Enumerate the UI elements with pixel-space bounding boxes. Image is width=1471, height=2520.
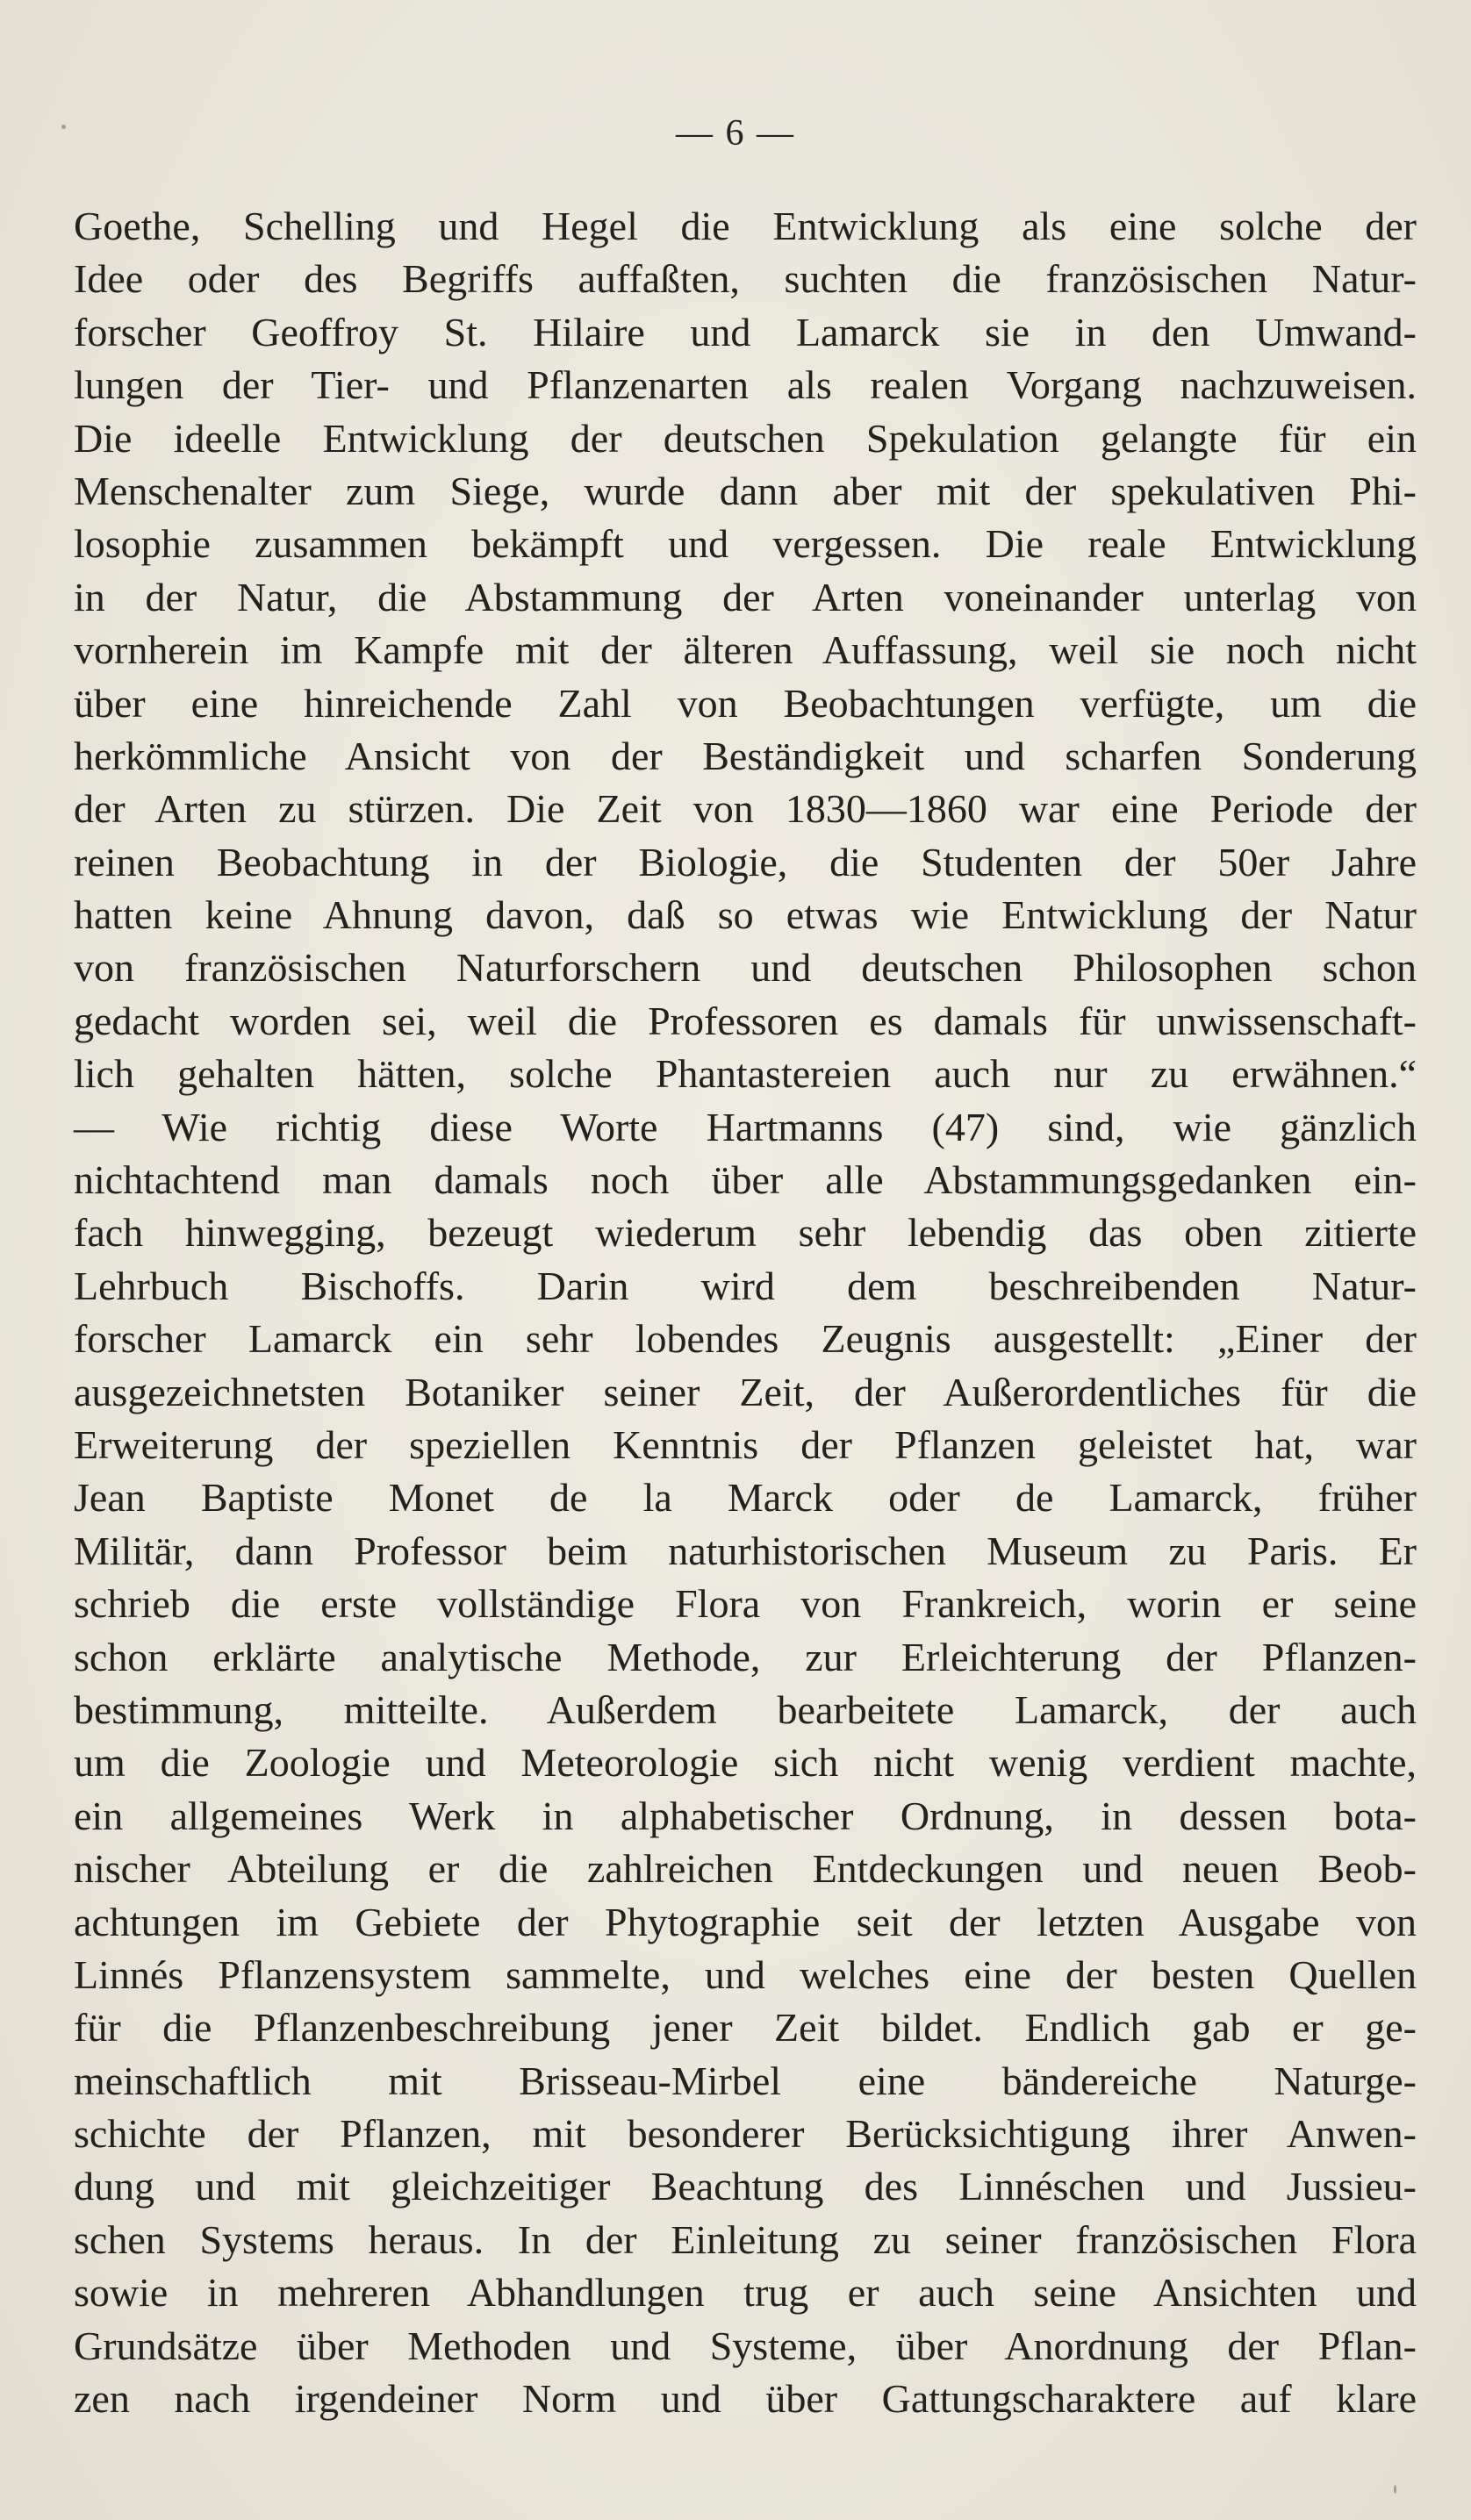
text-line: forscher Geoffroy St. Hilaire und Lamarck sie in den Umwand-: [74, 309, 1417, 354]
text-line: achtungen im Gebiete der Phytographie seit der letzten Ausgabe von: [74, 1899, 1417, 1944]
text-line: von französischen Naturforschern und deutschen Philosophen schon: [74, 945, 1417, 991]
text-line: über eine hinreichende Zahl von Beobachtungen verfügte, um die: [74, 680, 1417, 726]
text-line: ausgezeichnetsten Botaniker seiner Zeit, der Außerordentliches für die: [74, 1369, 1417, 1414]
text-line: um die Zoologie und Meteorologie sich nicht wenig verdient machte,: [74, 1740, 1417, 1786]
text-line: dung und mit gleichzeitiger Beachtung des Linnéschen und Jussieu-: [74, 2164, 1417, 2209]
text-line: fach hinwegging, bezeugt wiederum sehr lebendig das oben zitierte: [74, 1210, 1417, 1256]
text-line: Goethe, Schelling und Hegel die Entwicklung als eine solche der: [74, 204, 1417, 248]
body-text: [74, 200, 1417, 2425]
text-line: forscher Lamarck ein sehr lobendes Zeugnis ausgestellt: „Einer der: [74, 1316, 1417, 1362]
text-line: reinen Beobachtung in der Biologie, die Studenten der 50er Jahre: [74, 839, 1417, 884]
text-line: schrieb die erste vollständige Flora von Frankreich, worin er seine: [74, 1581, 1417, 1627]
text-line: herkömmliche Ansicht von der Beständigkeit und scharfen Sonderung: [74, 733, 1417, 778]
text-line: nichtachtend man damals noch über alle Abstammungsgedanken ein-: [74, 1157, 1417, 1203]
text-line: Idee oder des Begriffs auffaßten, suchten die französischen Natur-: [74, 256, 1417, 302]
text-line: Jean Baptiste Monet de la Marck oder de Lamarck, früher: [74, 1475, 1417, 1521]
text-line: Die ideelle Entwicklung der deutschen Spekulation gelangte für ein: [74, 415, 1417, 461]
text-line: Militär, dann Professor beim naturhistorischen Museum zu Paris. Er: [74, 1528, 1417, 1573]
text-line: Grundsätze über Methoden und Systeme, über Anordnung der Pflan-: [74, 2323, 1417, 2368]
text-line: gedacht worden sei, weil die Professoren es damals für unwissenschaft-: [74, 998, 1417, 1043]
text-line: Lehrbuch Bischoffs. Darin wird dem beschreibenden Natur-: [74, 1263, 1417, 1308]
text-line: zen nach irgendeiner Norm und über Gattungscharaktere auf klare: [74, 2376, 1417, 2422]
text-line: schichte der Pflanzen, mit besonderer Berücksichtigung ihrer Anwen-: [74, 2111, 1417, 2157]
text-line: für die Pflanzenbeschreibung jener Zeit bildet. Endlich gab er ge-: [74, 2005, 1417, 2051]
text-line: losophie zusammen bekämpft und vergessen. Die reale Entwicklung: [74, 521, 1417, 567]
scan-speck: [1394, 2485, 1396, 2494]
text-line: Menschenalter zum Siege, wurde dann aber mit der spekulativen Phi-: [74, 468, 1417, 513]
text-line: Linnés Pflanzensystem sammelte, und welches eine der besten Quellen: [74, 1951, 1417, 1997]
text-line: nischer Abteilung er die zahlreichen Entdeckungen und neuen Beob-: [74, 1846, 1417, 1892]
text-line: Erweiterung der speziellen Kenntnis der Pflanzen geleistet hat, war: [74, 1421, 1417, 1467]
text-line: schon erklärte analytische Methode, zur Erleichterung der Pflanzen-: [74, 1634, 1417, 1679]
text-line: schen Systems heraus. In der Einleitung zu seiner französischen Flora: [74, 2216, 1417, 2262]
text-line: der Arten zu stürzen. Die Zeit von 1830—1860 war eine Periode der: [74, 786, 1417, 832]
text-line: sowie in mehreren Abhandlungen trug er auch seine Ansichten und: [74, 2270, 1417, 2316]
text-line: lungen der Tier- und Pflanzenarten als realen Vorgang nachzuweisen.: [74, 362, 1417, 408]
text-line: meinschaftlich mit Brisseau-Mirbel eine bändereiche Naturge-: [74, 2058, 1417, 2103]
text-line: in der Natur, die Abstammung der Arten voneinander unterlag von: [74, 574, 1417, 619]
page-number: — 6 —: [676, 113, 795, 154]
text-line: vornherein im Kampfe mit der älteren Auffassung, weil sie noch nicht: [74, 627, 1417, 673]
text-line: lich gehalten hätten, solche Phantastereien auch nur zu erwähnen.“: [74, 1051, 1417, 1097]
text-line: — Wie richtig diese Worte Hartmanns (47) sind, wie gänzlich: [74, 1104, 1417, 1149]
text-line: bestimmung, mitteilte. Außerdem bearbeitete Lamarck, der auch: [74, 1686, 1417, 1732]
text-line: hatten keine Ahnung davon, daß so etwas wie Entwicklung der Natur: [74, 892, 1417, 938]
text-line: ein allgemeines Werk in alphabetischer Ordnung, in dessen bota-: [74, 1793, 1417, 1838]
